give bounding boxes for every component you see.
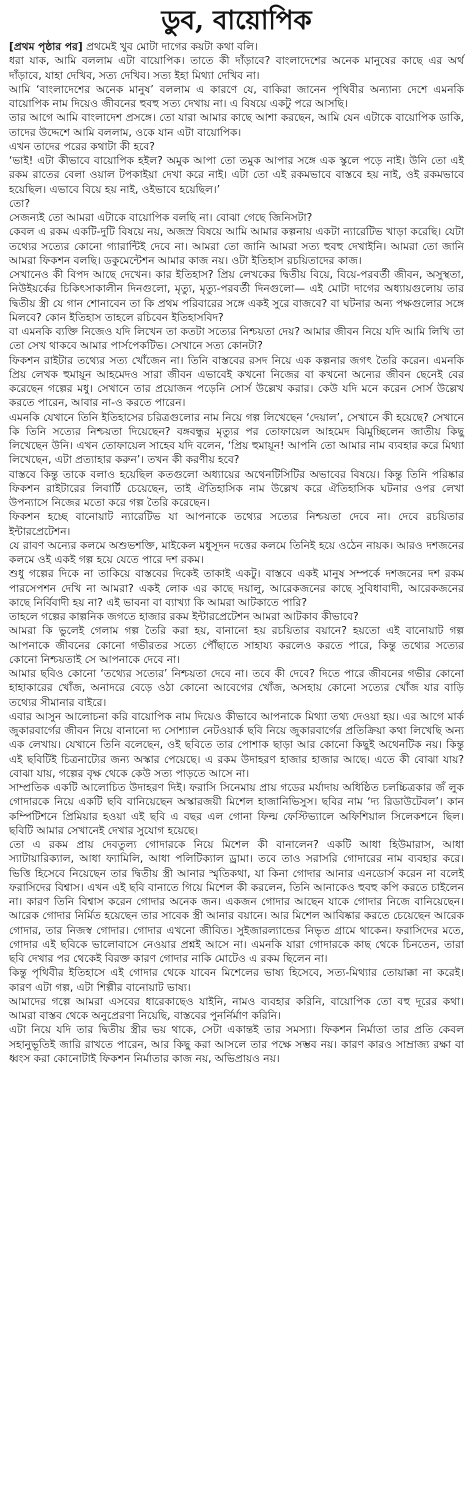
paragraph: বা এমনকি ব্যক্তি নিজেও যদি লিখেন তা কতটা সত্যের নিশ্চয়তা দেয়? আমার জীবন নিয়ে যদি আমি লিখি তা তো সেখ থাকবে আমার পার্সপেকটিভ। সেখানে সত্য কোনটা?: [9, 326, 464, 353]
paragraph: সেজন্যই তো আমরা এটাকে বায়োপিক বলছি না। বোঝা গেছে জিনিসটা?: [9, 212, 313, 224]
paragraph: তো?: [9, 197, 30, 210]
paragraph: যে রাবণ অন্যের কলমে অশুভশক্তি, মাইকেল মধুসূদন দত্তের কলমে তিনিই হয়ে ওঠেন নায়ক। আরও দশজনের কলমে ওই একই গল্প হয়ে যেতে পারে দশ রকম।: [9, 539, 464, 566]
article-body: [9, 40, 464, 1066]
paragraph: ‘ভাই! এটা কীভাবে বায়োপিক হইল? অমুক আপা তো তমুক আপার সঙ্গে এক স্কুলে পড়ে নাই। উনি তো এই রকম রাতের বেলা ওয়াল টপকাইয়া দেখা করে নাই। এটা তো এই রকমভাবে বাস্তবে হয় নাই, ওই রকমভাবে হয়েছিল। এভাবে বিয়ে হয় নাই, ওইভাবে হয়েছিল।’: [9, 155, 464, 196]
paragraph: এটা নিয়ে যদি তার দ্বিতীয় স্ত্রীর ভয় থাকে, সেটা একান্তই তার সমস্যা। ফিকশন নির্মাতা তার প্রতি কেবল সহানুভূতিই জারি রাখতে পারেন, আর কিছু করা আসলে তার পক্ষে সম্ভব নয়। কারণ কারও সাম্রাজ্য রক্ষা বা ধ্বংস করা কোনোটাই ফিকশন নির্মাতার কাজ নয়, অভিপ্রায়ও নয়।: [9, 1024, 464, 1065]
paragraph: [9, 40, 464, 54]
paragraph: বাস্তবে কিন্তু তাকে বলাও হয়েছিল কতগুলো অধ্যায়ের অথেনটিসিটির অভাবের বিষয়ে। কিন্তু তিনি পরিষ্কার ফিকশন রাইটারের লিবার্টি চেয়েছেন, তাই ঐতিহাসিক নাম উল্লেখ করে ঐতিহাসিক ঘটনার ওপর লেখা উপন্যাসে নিজের মতো করে গল্প তৈরি করেছেন।: [9, 468, 464, 509]
paragraph: এখন তাদের পরের কথাটা কী হবে?: [9, 140, 155, 153]
paragraph: আমার ছবিও কোনো ‘তথ্যের সত্যের’ নিশ্চয়তা দেবে না। তবে কী দেবে? দিতে পারে জীবনের গভীর কোনো হাহাকারের খোঁজ, অনাদরে বেড়ে ওঠা কোনো আবেগের খোঁজ, অসহায় কোনো সত্যের খোঁজ যার বাড়ি তথ্যের সীমানার বাইরে।: [9, 668, 464, 709]
paragraph: ফিকশন হচ্ছে বানোয়াট ন্যারেটিভ যা আপনাকে তথ্যের সত্যের নিশ্চয়তা দেবে না। দেবে রচয়িতার ইন্টারপ্রেটেশন।: [9, 511, 464, 538]
paragraph: কেবল এ রকম একটি-দুটি বিষয়ে নয়, অজস্র বিষয়ে আমি আমার কল্পনায় একটা ন্যারেটিভ খাড়া করেছি। যেটা তথ্যের সত্যের কোনো গ্যারান্টিই দেবে না। আমরা তো জানি আমরা সত্য হুবহু দেখাইনি। আমরা তো জানি আমরা ফিকশন বলছি। ডকুমেন্টেশন আমার কাজ নয়। ওটা ইতিহাস রচয়িতাদের কাজ।: [9, 226, 464, 267]
paragraph: তাহলে গল্পের কাল্পনিক জগতে হাজার রকম ইন্টারপ্রেটেশন আমরা আটকাব কীভাবে?: [9, 611, 359, 623]
continued-tag: [প্রথম পৃষ্ঠার পর]: [9, 41, 83, 53]
paragraph: এবার আসুন আলোচনা করি বায়োপিক নাম দিয়েও কীভাবে আপনাকে মিথ্যা তথ্য দেওয়া হয়। এর আগে মার্ক জুকারবার্গের জীবন নিয়ে বানানো দ্য সোশ্যাল নেটওয়ার্ক ছবি নিয়ে জুকারবার্গের প্রতিক্রিয়া কথা লিখেছি অন্য এক লেখায়। যেখানে তিনি বলেছেন, ওই ছবিতে তার পোশাক ছাড়া আর কোনো কিছুই অথেনটিক নয়। কিন্তু এই ছবিটিই চিত্রনাট্যের জন্য অস্কার পেয়েছে। এ রকম উদাহরণ হাজার হাজার আছে। এতে কী বোঝা যায়? বোঝা যায়, গল্পের বৃক্ষ থেকে কেউ সত্য পাড়তে আসে না।: [9, 710, 464, 780]
paragraph: তো এ রকম প্রায় দেবতুল্য গোদারকে নিয়ে মিশেল কী বানালেন? একটি আধা হিউমারাস, আধা স্যাটায়ারিক্যাল, আধা ফ্যামিলি, আধা পলিটিক্যাল ড্রামা। তবে তাও সরাসরি গোদারের নাম ব্যবহার করে। ভিত্তি হিসেবে নিয়েছেন তার দ্বিতীয় স্ত্রী আনার স্মৃতিকথা, যা কিনা গোদার আনার এনডোর্স করেন না বলেই ফরাসিদের বিশ্বাস। এখন এই ছবি বানাতে গিয়ে মিশেল কী করলেন, তিনি আনাকেও হুবহু কপি করতে চাইলেন না। কারণ তিনি বিশ্বাস করেন গোদার অনেক জন। একজন গোদার আছেন যাকে গোদার নিজে বানিয়েছেন। আরেক গোদার নির্মিত হয়েছেন তার সাবেক স্ত্রী আনার বয়ানে। আর মিশেল আবিষ্কার করতে চেয়েছেন আরেক গোদার, তার নিজস্ব গোদার। গোদার এখনো জীবিত। সুইজারল্যান্ডের নিভৃত গ্রামে থাকেন। ফরাসিদের মতে, গোদার এই ছবিকে ভালোবাসে নেওয়ার প্রশ্নই আসে না। এমনকি যারা গোদারকে কাছ থেকে চিনতেন, তারা ছবি দেখার পর থেকেই বিরক্ত কারণ গোদার নাকি মোটেও এ রকম ছিলেন না।: [9, 839, 464, 965]
paragraph: আমরা কি ভুলেই গেলাম গল্প তৈরি করা হয়, বানানো হয় রচয়িতার বয়ানে? হয়তো এই বানোয়াট গল্প আপনাকে জীবনের কোনো গভীরতর সত্যে পৌঁছাতে সাহায্য করলেও করতে পারে, কিন্তু তথ্যের সত্যের কোনো নিশ্চয়তাই সে আপনাকে দেবে না।: [9, 625, 464, 666]
paragraph: ফিকশন রাইটার তথ্যের সত্য খোঁজেন না। তিনি বাস্তবের রসদ নিয়ে এক কল্পনার জগৎ তৈরি করেন। এমনকি প্রিয় লেখক হুমায়ূন আহমেদও সারা জীবন এভাবেই কখনো নিজের বা কখনো অন্যের জীবন ছেনেই বের করেছেন গল্পের মধু। সেখানে তার প্রয়োজন পড়েনি সোর্স উল্লেখ করার। কেউ যদি মনে করেন সোর্স উল্লেখ করতে পারেন, আবার না-ও করতে পারেন।: [9, 354, 464, 410]
paragraph: ধরা যাক, আমি বললাম এটা বায়োপিক। তাতে কী দাঁড়াবে? বাংলাদেশের অনেক মানুষের কাছে এর অর্থ দাঁড়াবে, যাহা দেখিব, সত্য দেখিব। সত্য ইহা মিথ্যা দেখিব না।: [9, 55, 464, 82]
paragraph: তার আগে আমি বাংলাদেশ প্রসঙ্গে। তো যারা আমার কাছে আশা করছেন, আমি যেন এটাকে বায়োপিক ডাকি, তাদের উদ্দেশে আমি বললাম, ওকে যান এটা বায়োপিক।: [9, 112, 464, 139]
paragraph: এমনকি যেখানে তিনি ইতিহাসের চরিত্রগুলোর নাম নিয়ে গল্প লিখেছেন ‘দেয়াল’, সেখানে কী হয়েছে? সেখানে কি তিনি সত্যের নিশ্চয়তা দিয়েছেন? বঙ্গবন্ধুর মৃত্যুর পর তোফায়েল আহমেদ ঝিমুচ্ছিলেন জাতীয় কিছু লিখেছেন উনি। এখন তোফায়েল সাহেব যদি বলেন, ‘প্রিয় হুমায়ূন! আপনি তো আমার নাম ব্যবহার করে মিথ্যা লিখেছেন, এটা প্রত্যাহার করুন’। তখন কী করণীয় হবে?: [9, 411, 464, 467]
paragraph: আমি ‘বাংলাদেশের অনেক মানুষ’ বললাম এ কারণে যে, বাকিরা জানেন পৃথিবীর অন্যান্য দেশে এমনকি বায়োপিক নাম দিয়েও জীবনের হুবহু সত্য দেখায় না। এ বিষয়ে একটু পরে আসছি।: [9, 83, 464, 110]
paragraph: সাম্প্রতিক একটি আলোচিত উদাহরণ দিই। ফরাসি সিনেমায় প্রায় গডের মর্যাদায় অধিষ্ঠিত চলচ্চিত্রকার জঁ লুক গোদারকে নিয়ে একটি ছবি বানিয়েছেন অস্কারজয়ী মিশেল হাজানিভিসুস। ছবির নাম ‘দ্য রিডাউটেবল’। কান কম্পিটিশনে প্রিমিয়ার হওয়া এই ছবি এ বছর এল গোনা ফিল্ম ফেস্টিভ্যালে অফিশিয়াল সিলেকশনে ছিল। ছবিটি আমার সেখানেই দেখার সুযোগ হয়েছে।: [9, 782, 464, 837]
paragraph: সেখানেও কী বিপদ আছে দেখেন। কার ইতিহাস? প্রিয় লেখকের দ্বিতীয় বিয়ে, বিয়ে-পরবর্তী জীবন, অসুস্থতা, নিউইয়র্কের চিকিৎসাকালীন দিনগুলো, মৃত্যু, মৃত্যু-পরবর্তী দিনগুলো— এই মোটা দাগের অধ্যায়গুলোয় তার দ্বিতীয় স্ত্রী যে গান শোনাবেন তা কি প্রথম পরিবারের সঙ্গে একই সুরে বাজবে? বা ঘটনার অন্য পক্ষগুলোর সঙ্গে মিলবে? কোন ইতিহাস তাহলে রচিবেন ইতিহাসবিদ?: [9, 269, 464, 324]
paragraph-text: প্রথমেই খুব মোটা দাগের কয়টা কথা বলি।: [86, 41, 258, 53]
paragraph: আমাদের গল্পে আমরা এসবের ধারেকাছেও যাইনি, নামও ব্যবহার করিনি, বায়োপিক তো বহু দূরের কথা। আমরা বাস্তব থেকে অনুপ্রেরণা নিয়েছি, বাস্তবের পুনর্নির্মাণ করিনি।: [9, 995, 464, 1022]
paragraph: শুধু গল্পের দিকে না তাকিয়ে বাস্তবের দিকেই তাকাই একটু। বাস্তবে একই মানুষ সম্পর্কে দশজনের দশ রকম পারসেপশন দেখি না আমরা? একই লোক এর কাছে দয়ালু, আরেকজনের কাছে সুবিধাবাদী, আরেকজনের কাছে নির্বিবাদী হয় না? এই ভাবনা বা ব্যাখ্যা কি আমরা আটকাতে পারি?: [9, 568, 464, 609]
paragraph: কিন্তু পৃথিবীর ইতিহাসে এই গোদার থেকে যাবেন মিশেলের ভাষ্য হিসেবে, সত্য-মিথ্যার তোয়াক্কা না করেই। কারণ এটা গল্প, এটা শিল্পীর বানোয়াট ভাষ্য।: [9, 967, 464, 994]
headline: ডুব, বায়োপিক: [161, 6, 312, 36]
